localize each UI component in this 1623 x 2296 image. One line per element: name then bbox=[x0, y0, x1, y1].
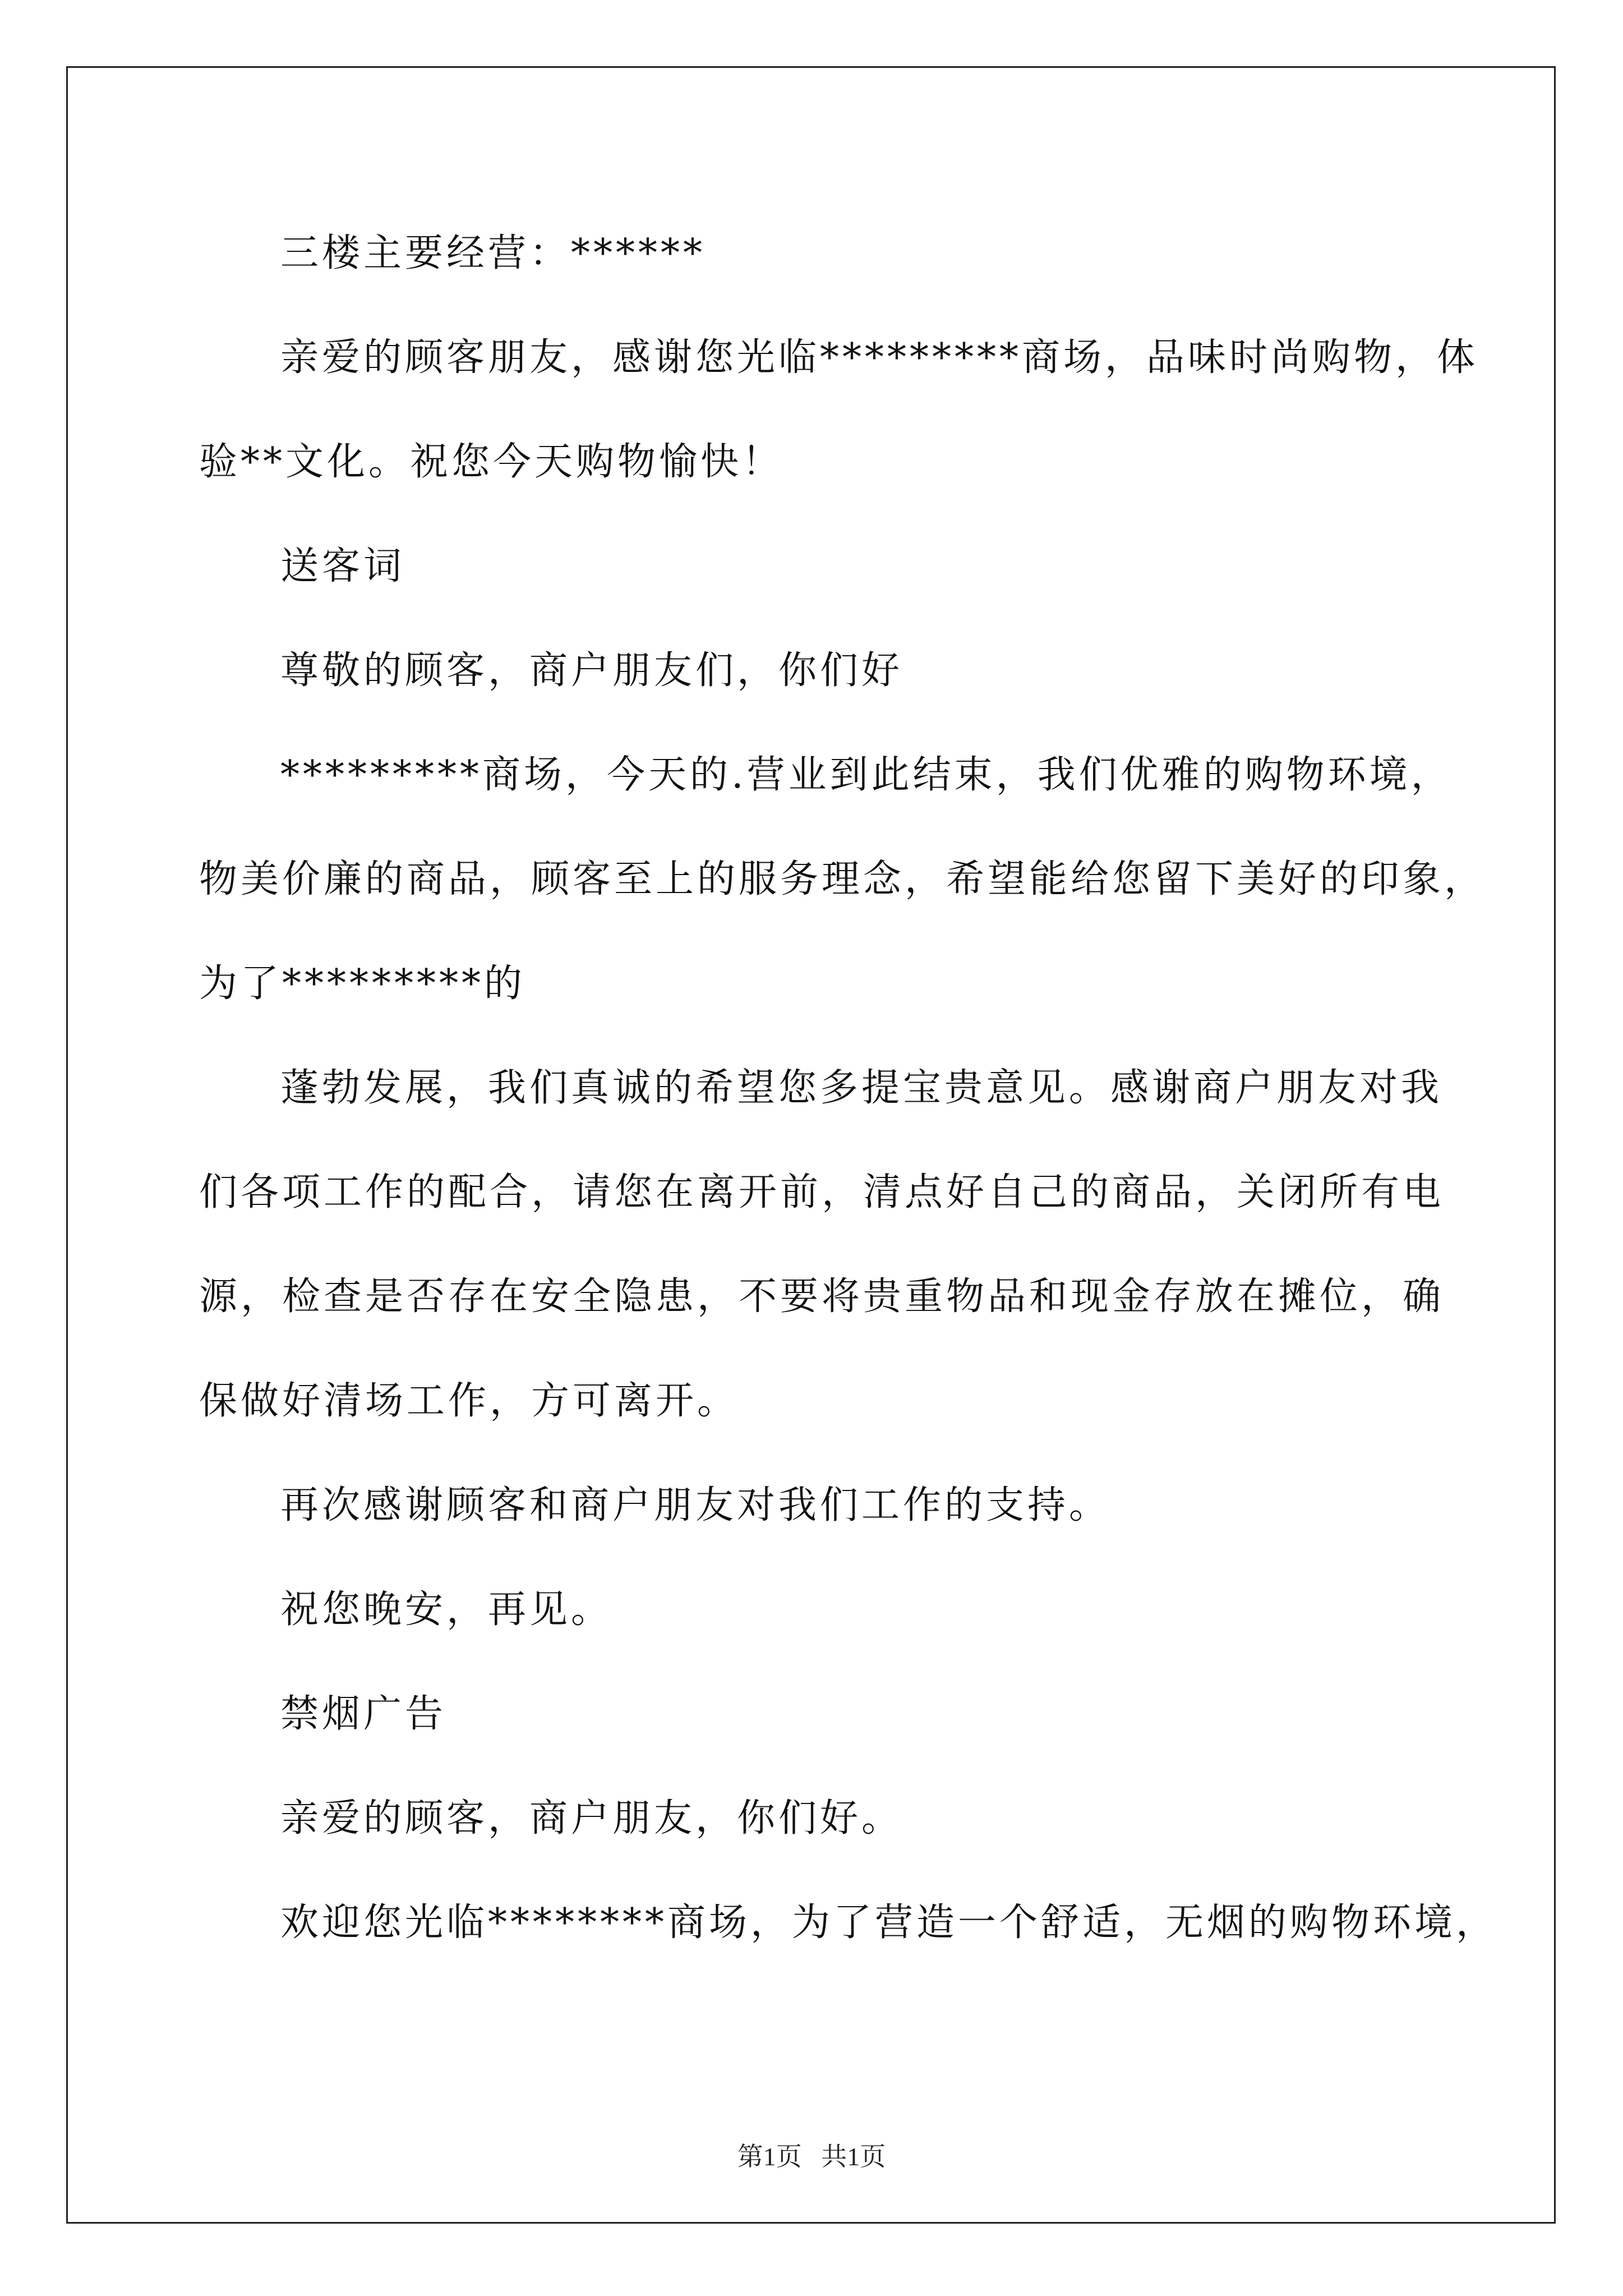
text-line-5: 尊敬的顾客，商户朋友们，你们好 bbox=[280, 648, 903, 693]
text-line-13: 再次感谢顾客和商户朋友对我们工作的支持。 bbox=[280, 1483, 1111, 1527]
text-line-10: 们各项工作的配合，请您在离开前，清点好自己的商品，关闭所有电 bbox=[199, 1170, 1445, 1214]
text-line-7: 物美价廉的商品，顾客至上的服务理念，希望能给您留下美好的印象， bbox=[199, 857, 1486, 901]
text-line-8: 为了*********的 bbox=[199, 961, 526, 1006]
text-line-12: 保做好清场工作，方可离开。 bbox=[199, 1379, 739, 1423]
text-line-17: 欢迎您光临********商场，为了营造一个舒适，无烟的购物环境， bbox=[280, 1901, 1498, 1945]
text-line-6: *********商场，今天的.营业到此结束，我们优雅的购物环境， bbox=[280, 753, 1453, 797]
text-line-16: 亲爱的顾客，商户朋友，你们好。 bbox=[280, 1796, 903, 1841]
section-heading-no-smoking: 禁烟广告 bbox=[280, 1692, 447, 1736]
text-line-11: 源，检查是否存在安全隐患，不要将贵重物品和现金存放在摊位，确 bbox=[199, 1274, 1445, 1319]
text-line-2: 亲爱的顾客朋友，感谢您光临*********商场，品味时尚购物，体 bbox=[280, 335, 1479, 380]
text-line-9: 蓬勃发展，我们真诚的希望您多提宝贵意见。感谢商户朋友对我 bbox=[280, 1066, 1443, 1110]
text-line-1: 三楼主要经营：****** bbox=[280, 231, 706, 275]
section-heading-farewell: 送客词 bbox=[280, 544, 405, 588]
page-footer: 第1页 共1页 bbox=[737, 2142, 886, 2171]
text-line-14: 祝您晚安，再见。 bbox=[280, 1588, 613, 1632]
text-line-3: 验**文化。祝您今天购物愉快！ bbox=[199, 440, 784, 484]
